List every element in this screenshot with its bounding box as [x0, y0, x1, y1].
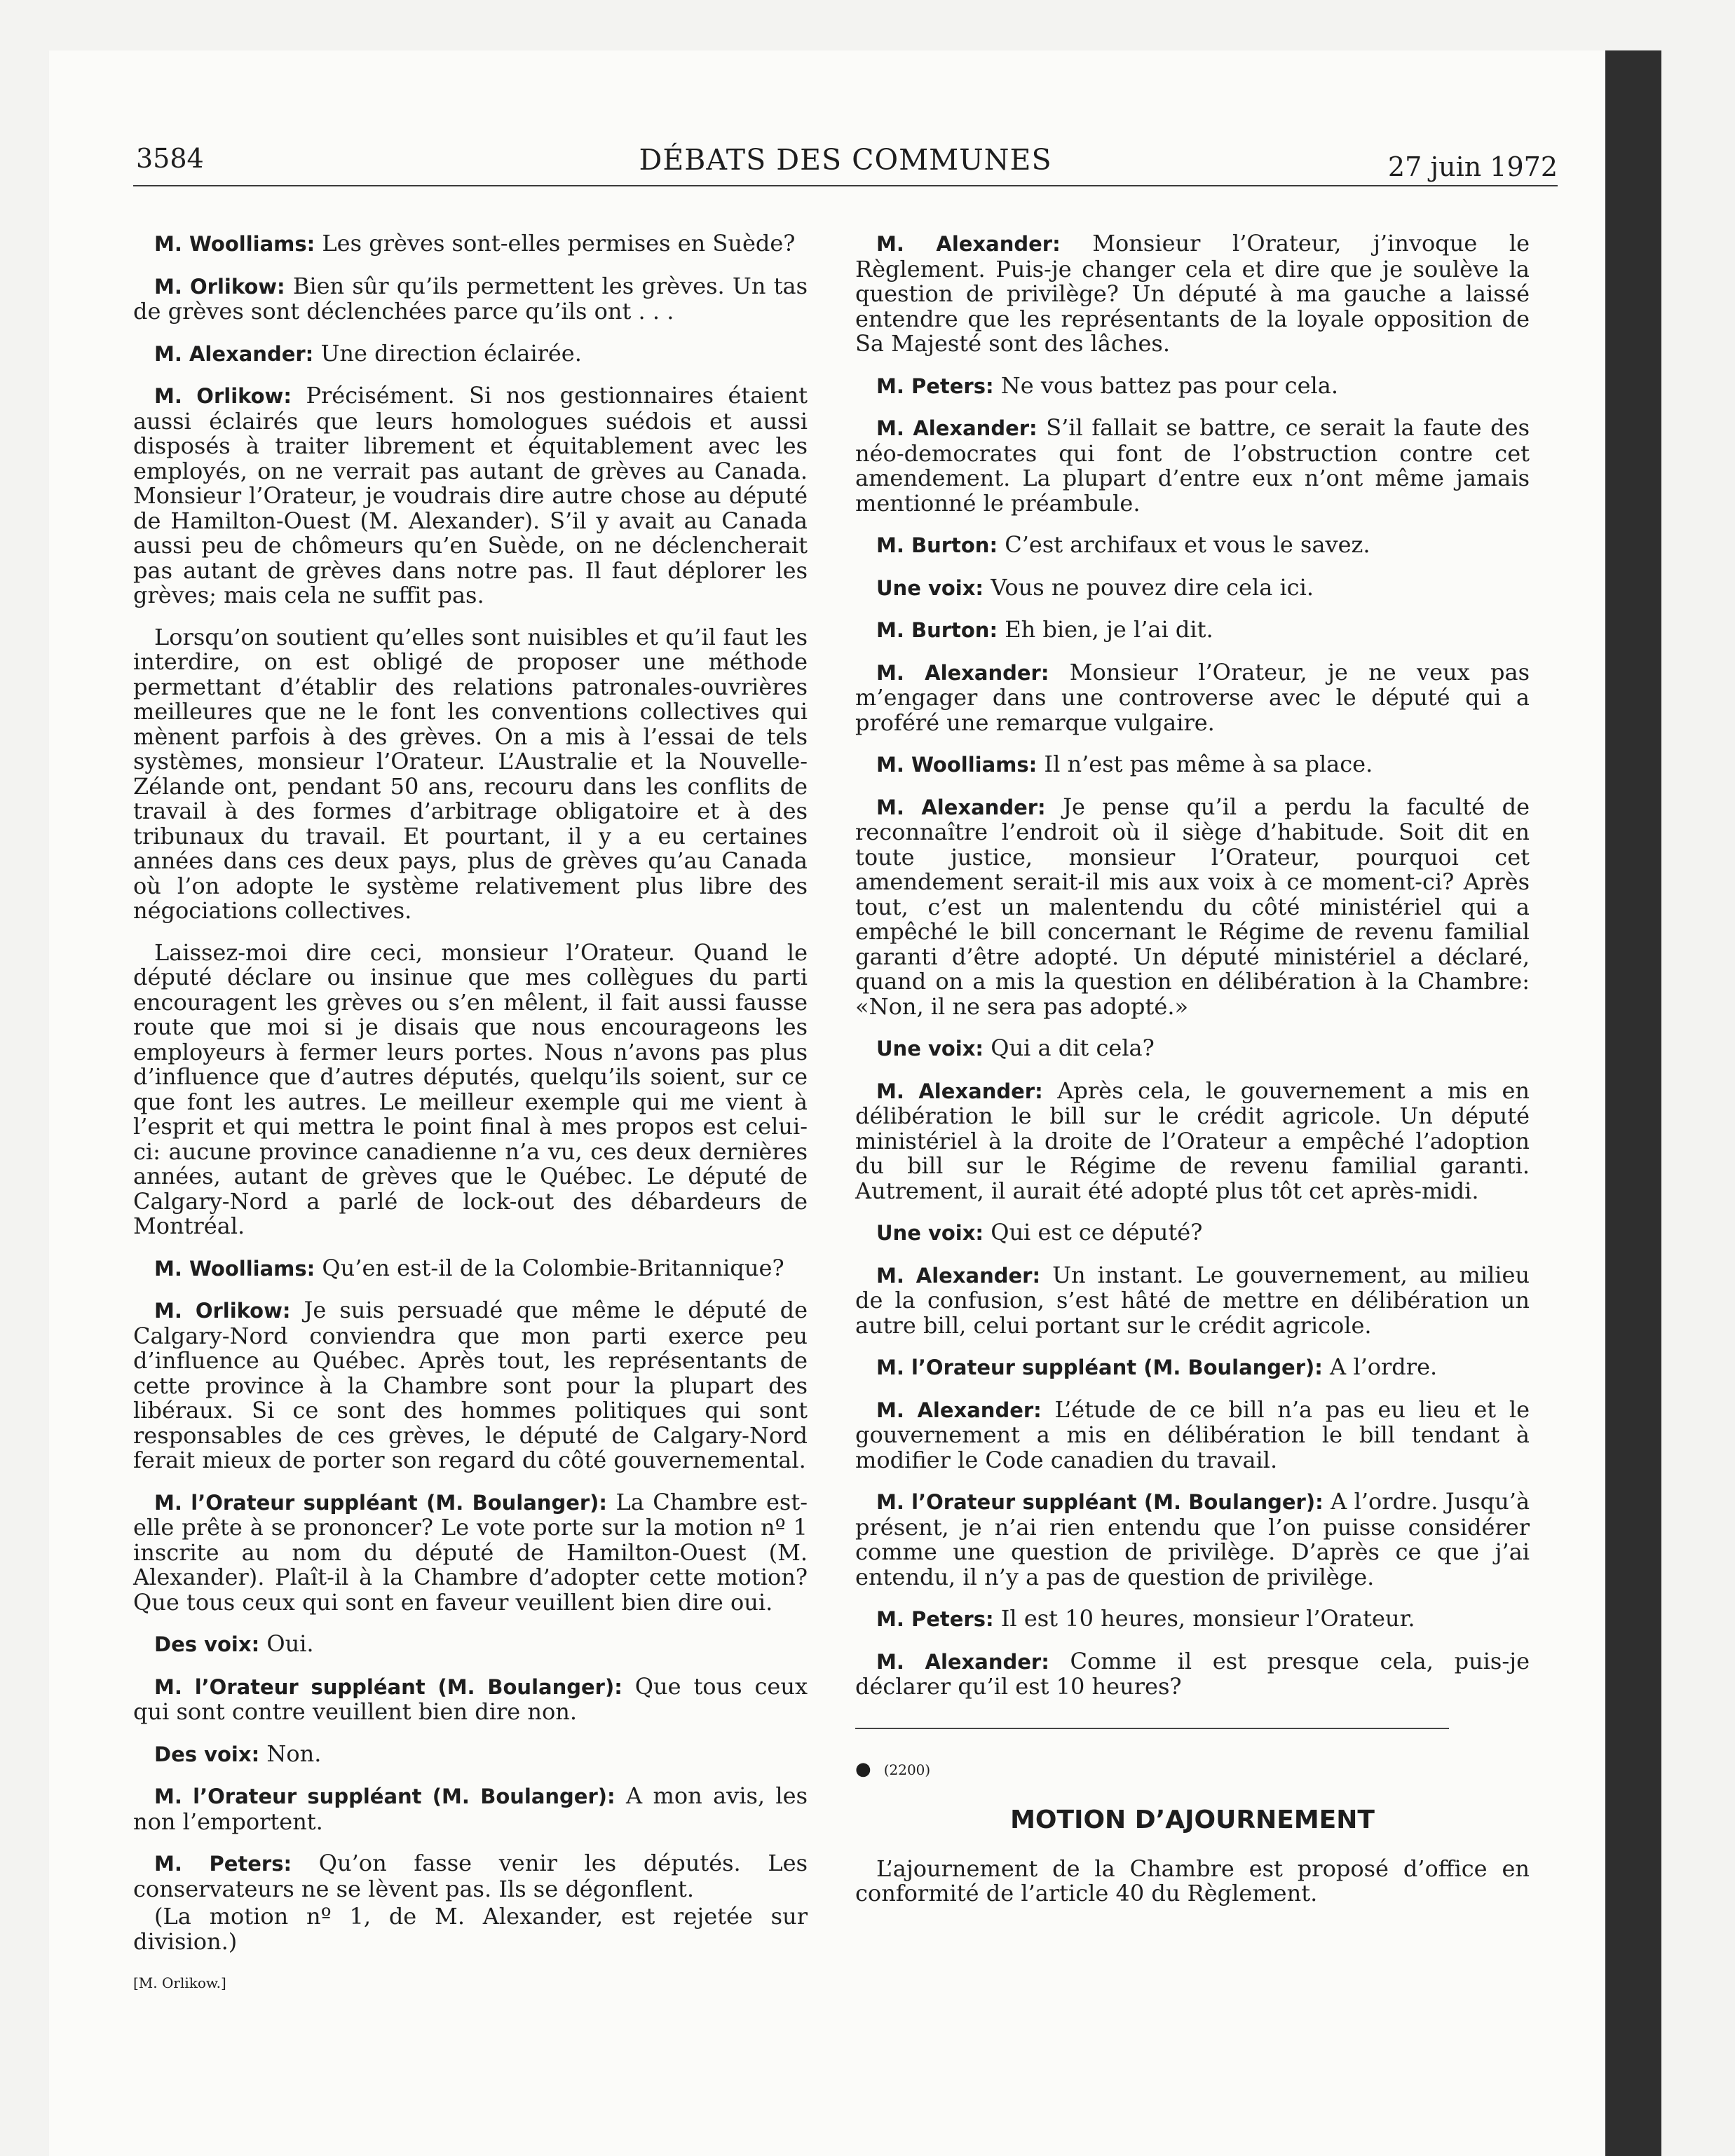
paragraph-text: Qui est ce député? — [991, 1219, 1203, 1246]
paragraph-text: Qu’on fasse venir les députés. Les conservateurs ne se lèvent pas. Ils se dégonflent. — [133, 1850, 808, 1902]
paragraph — [855, 575, 1530, 601]
speaker-name: M. l’Orateur suppléant (M. Boulanger): — [154, 1785, 615, 1808]
paragraph — [133, 1674, 808, 1725]
paragraph-text: C’est archifaux et vous le savez. — [1005, 531, 1370, 558]
paragraph-text: L’étude de ce bill n’a pas eu lieu et le gouvernement a mis en délibération le bill tendant à modifier le Code canadien du travail. — [855, 1396, 1530, 1473]
bullet-icon: ● — [855, 1758, 871, 1780]
paragraph — [133, 1904, 808, 1954]
paragraph-text: Qu’en est-il de la Colombie-Britannique? — [322, 1254, 784, 1281]
speaker-name: M. Alexander: — [876, 660, 1049, 685]
paragraph — [855, 618, 1530, 643]
paragraph — [133, 1742, 808, 1768]
paragraph-text: A mon avis, les non l’emportent. — [133, 1782, 808, 1835]
speaker-name: Une voix: — [876, 1221, 984, 1245]
paragraph-text: Que tous ceux qui sont contre veuillent bien dire non. — [133, 1672, 808, 1725]
paragraph-text: Monsieur l’Orateur, j’invoque le Règlement. Puis-je changer cela et dire que je soulève la question de privilège? Un député à ma gauche a laissé entendre que les représentants de la loyale opposition de Sa Majesté sont des lâches. — [855, 230, 1530, 357]
paragraph-text: (La motion nº 1, de M. Alexander, est rejetée sur division.) — [133, 1903, 808, 1955]
speaker-name: Une voix: — [876, 575, 984, 600]
paragraph-text: Un instant. Le gouvernement, au milieu de la confusion, s’est hâté de mettre en délibération un autre bill, celui portant sur le crédit agricole. — [855, 1261, 1530, 1339]
speaker-name: M. Alexander: — [876, 1263, 1041, 1288]
paragraph — [855, 1220, 1530, 1246]
paragraph — [855, 416, 1530, 516]
paragraph — [133, 1784, 808, 1834]
paragraph-text: Oui. — [266, 1630, 314, 1657]
section-title: MOTION D’AJOURNEMENT — [1010, 1806, 1375, 1834]
paragraph — [855, 1606, 1530, 1632]
speaker-name: M. Peters: — [876, 374, 994, 398]
speaker-name: M. l’Orateur suppléant (M. Boulanger): — [154, 1490, 608, 1515]
paragraph-text: Bien sûr qu’ils permettent les grèves. Un tas de grèves sont déclenchées parce qu’ils ont . . . — [133, 272, 808, 325]
speaker-name: M. l’Orateur suppléant (M. Boulanger): — [876, 1356, 1323, 1379]
paragraph-text: La Chambre est-elle prête à se prononcer? Le vote porte sur la motion nº 1 inscrite au nom du député de Hamilton-Ouest (M. Alexander). Plaît-il à la Chambre d’adopter cette motion? Que tous ceux qui sont en faveur veuillent bien dire oui. — [133, 1488, 808, 1616]
paragraph-text: A l’ordre. Jusqu’à présent, je n’ai rien entendu que l’on puisse considérer comme une question de privilège. D’après ce que j’ai entendu, il n’y a pas de question de privilège. — [855, 1488, 1530, 1590]
paragraph — [855, 660, 1530, 736]
page-edge-shadow — [1605, 50, 1661, 2156]
paragraph — [855, 1649, 1530, 1700]
paragraph — [133, 1490, 808, 1616]
paragraph — [855, 1489, 1530, 1590]
paragraph — [855, 1079, 1530, 1204]
publication-title: DÉBATS DES COMMUNES — [639, 143, 1052, 177]
speaker-name: M. Burton: — [876, 533, 998, 557]
speaker-name: M. Alexander: — [876, 1079, 1043, 1103]
paragraph-text: Non. — [266, 1740, 322, 1767]
paragraph-text: Laissez-moi dire ceci, monsieur l’Orateur. Quand le député déclare ou insinue que mes collègues du parti encouragent les grèves ou s’en mêlent, il fait aussi fausse route que moi si je disais que nous encourageons les employeurs à fermer leurs portes. Nous n’avons pas plus d’influence que d’autres députés, quelqu’ils soient, sur ce que font les autres. Le meilleur exemple qui me vient à l’esprit et qui mettra le point final à mes propos est celui-ci: aucune province canadienne n’a vu, ces deux dernières années, autant de grèves que le Québec. Le député de Calgary-Nord a parlé de lock-out des débardeurs de Montréal. — [133, 939, 808, 1239]
speaker-name: Des voix: — [154, 1742, 260, 1766]
paragraph-text: Comme il est presque cela, puis-je déclarer qu’il est 10 heures? — [855, 1647, 1530, 1700]
paragraph — [855, 1398, 1530, 1473]
paragraph — [133, 231, 808, 257]
left-column — [133, 231, 808, 1996]
speaker-name: M. Orlikow: — [154, 274, 285, 299]
time-marker — [855, 1757, 1530, 1783]
speaker-name: M. Alexander: — [154, 341, 314, 366]
speaker-name: M. Burton: — [876, 618, 998, 642]
section-text: L’ajournement de la Chambre est proposé d’office en conformité de l’article 40 du Règlement. — [855, 1855, 1530, 1906]
page-number: 3584 — [136, 143, 204, 174]
paragraph — [855, 795, 1530, 1020]
speaker-name: Une voix: — [876, 1037, 984, 1060]
paragraph — [133, 1298, 808, 1473]
speaker-name: M. Woolliams: — [876, 753, 1037, 777]
paragraph — [855, 231, 1530, 357]
paragraph-text: Une direction éclairée. — [320, 339, 582, 367]
paragraph-text: A l’ordre. — [1330, 1353, 1438, 1380]
speaker-name: Des voix: — [154, 1632, 260, 1656]
section-divider — [855, 1728, 1449, 1729]
paragraph — [133, 383, 808, 608]
paragraph-text: Précisément. Si nos gestionnaires étaient aussi éclairés que leurs homologues suédois et aussi disposés à traiter librement et équitablement avec les employés, on ne verrait pas autant de grèves au Canada. Monsieur l’Orateur, je voudrais dire autre chose au député de Hamilton-Ouest (M. Alexander). S’il y avait au Canada aussi peu de chômeurs qu’en Suède, on ne déclencherait pas autant de grèves dans notre pas. Il faut déplorer les grèves; mais cela ne suffit pas. — [133, 382, 808, 608]
right-column-paragraphs — [855, 231, 1530, 1700]
speaker-name: M. Alexander: — [876, 1649, 1049, 1674]
speaker-name: M. Orlikow: — [154, 1299, 291, 1323]
speaker-name: M. Peters: — [154, 1852, 292, 1876]
paragraph-text: Lorsqu’on soutient qu’elles sont nuisibles et qu’il faut les interdire, on est obligé de proposer une méthode permettant d’établir des relations patronales-ouvrières meilleures que ne le font les conventions collectives qui mènent parfois à des grèves. On a mis à l’essai de tels systèmes, monsieur l’Orateur. L’Australie et la Nouvelle-Zélande ont, pendant 50 ans, recouru dans les conflits de travail à des formes d’arbitrage obligatoire et à des tribunaux du travail. Et pourtant, il y a eu certaines années dans ces deux pays, plus de grèves qu’au Canada où l’on adopte le système relativement plus libre des négociations collectives. — [133, 623, 808, 924]
paragraph — [855, 1355, 1530, 1381]
page-header — [133, 142, 1558, 186]
paragraph-text: Eh bien, je l’ai dit. — [1005, 616, 1213, 643]
speaker-name: M. Woolliams: — [154, 1256, 315, 1281]
paragraph — [133, 274, 808, 325]
paragraph-text: Après cela, le gouvernement a mis en délibération le bill sur le crédit agricole. Un député ministériel à la droite de l’Orateur a empêché l’adoption du bill sur le Régime de revenu familial garanti. Autrement, il aurait été adopté plus tôt cet après-midi. — [855, 1077, 1530, 1204]
speaker-name: M. Alexander: — [876, 416, 1037, 440]
speaker-name: M. l’Orateur suppléant (M. Boulanger): — [154, 1674, 622, 1699]
paragraph — [133, 1256, 808, 1282]
paragraph — [133, 625, 808, 924]
speaker-reference: [M. Orlikow.] — [133, 1974, 226, 1991]
speaker-name: M. Orlikow: — [154, 384, 292, 408]
paragraph — [855, 1263, 1530, 1339]
paragraph-text: Monsieur l’Orateur, je ne veux pas m’engager dans une controverse avec le député qui a proféré une remarque vulgaire. — [855, 658, 1530, 736]
paragraph-text: Il n’est pas même à sa place. — [1044, 751, 1373, 777]
speaker-name: M. Alexander: — [876, 1398, 1042, 1422]
time-marker-text: (2200) — [883, 1761, 931, 1778]
speaker-name: M. Alexander: — [876, 795, 1046, 819]
paragraph — [855, 371, 1530, 400]
paragraph-text: Je suis persuadé que même le député de Calgary-Nord conviendra que mon parti exerce peu d’influence au Québec. Après tout, les représentants de cette province à la Chambre sont pour la plupart des libéraux. Si ce sont des hommes politiques qui sont responsables de ces grèves, le député de Calgary-Nord ferait mieux de porter son regard du côté gouvernemental. — [133, 1297, 808, 1473]
paragraph-text: S’il fallait se battre, ce serait la faute des néo-democrates qui font de l’obstruction contre cet amendement. La plupart d’entre eux n’ont même jamais mentionné le préambule. — [855, 414, 1530, 517]
paragraph-text: Ne vous battez pas pour cela. — [1000, 371, 1338, 399]
right-column — [855, 231, 1530, 1923]
paragraph — [855, 1036, 1530, 1062]
paragraph — [133, 1632, 808, 1658]
paragraph-text: Vous ne pouvez dire cela ici. — [991, 573, 1314, 601]
speaker-name: M. Woolliams: — [154, 232, 315, 256]
paragraph — [133, 341, 808, 367]
paragraph-text: Qui a dit cela? — [991, 1035, 1155, 1061]
speaker-name: M. Alexander: — [876, 232, 1061, 256]
page-date: 27 juin 1972 — [1387, 151, 1558, 182]
paragraph — [133, 1851, 808, 1902]
paragraph-text: Il est 10 heures, monsieur l’Orateur. — [1000, 1605, 1415, 1632]
speaker-name: M. l’Orateur suppléant (M. Boulanger): — [876, 1490, 1324, 1514]
paragraph — [855, 752, 1530, 778]
speaker-name: M. Peters: — [876, 1607, 994, 1631]
paragraph — [133, 941, 808, 1239]
paragraph — [855, 533, 1530, 559]
paragraph-text: Je pense qu’il a perdu la faculté de reconnaître l’endroit où il siège d’habitude. Soit dit en toute justice, monsieur l’Orateur, pourquoi cet amendement serait-il mis aux voix à ce moment-ci? Après tout, c’est un malentendu du côté ministériel qui a empêché le bill concernant le Régime de revenu familial garanti d’être adopté. Un député ministériel a déclaré, quand on a mis la question en délibération à la Chambre: «Non, il ne sera pas adopté.» — [855, 793, 1530, 1020]
paragraph-text: Les grèves sont-elles permises en Suède? — [322, 230, 796, 257]
